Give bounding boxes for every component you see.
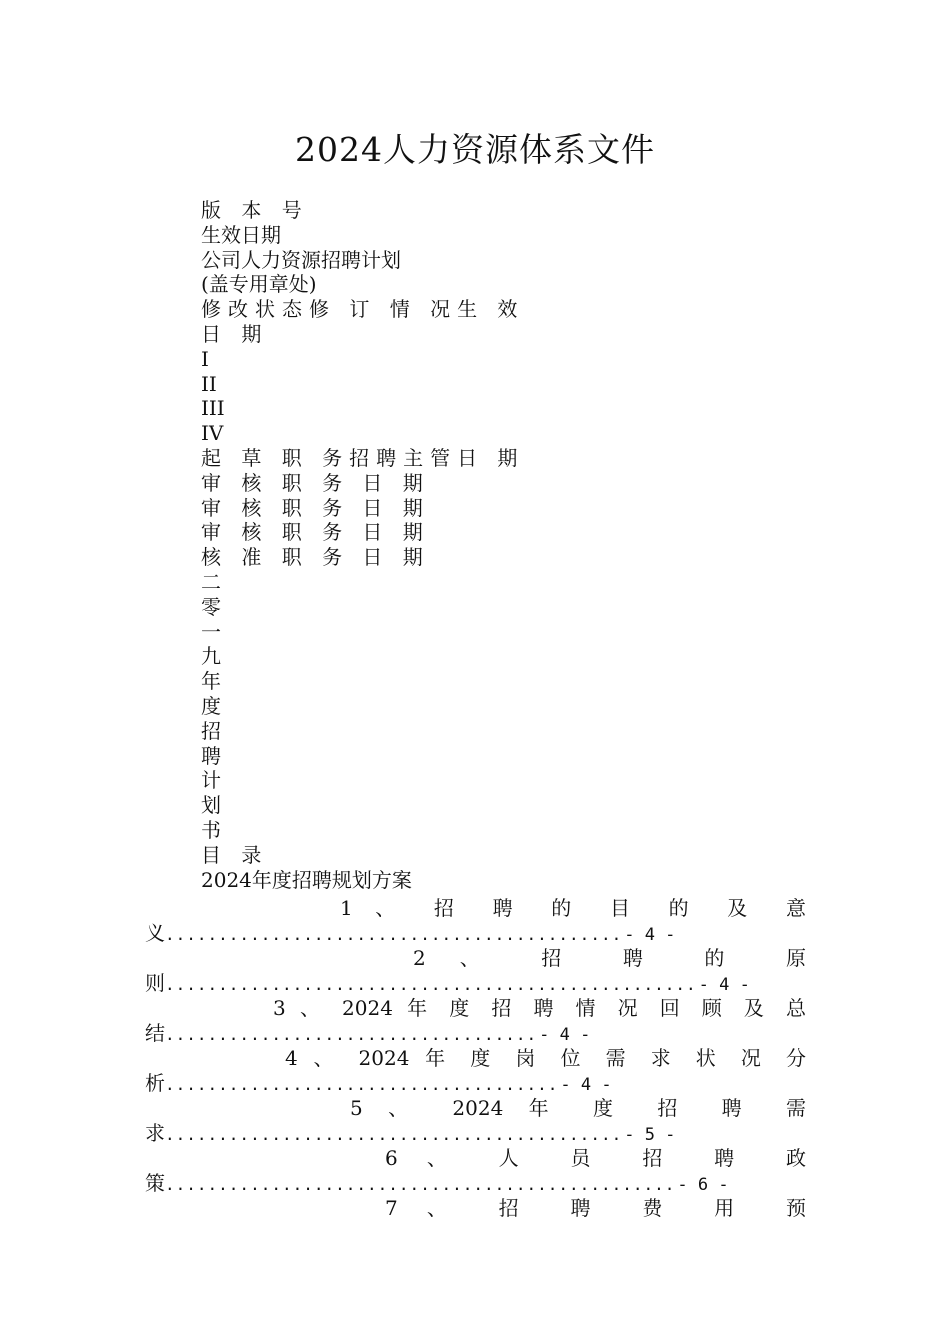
seal-note: (盖专用章处): [201, 272, 317, 297]
toc-entry-title-end: 义: [145, 921, 165, 945]
toc-entry-leader-line: [145, 971, 806, 996]
toc-page-number: - 4 -: [624, 925, 676, 945]
toc-entry-leader-line: [145, 1021, 806, 1046]
toc-entry-title-end: 策: [145, 1171, 165, 1195]
effective-date-label: 生效日期: [201, 222, 281, 247]
revision-row-1: I: [201, 346, 209, 371]
toc-dot-leader: ...........................................: [165, 925, 623, 944]
vertical-title-char: 计: [201, 768, 221, 793]
vertical-title-char: 年: [201, 669, 221, 694]
toc-page-number: - 5 -: [624, 1125, 676, 1145]
toc-entry-title-end: 结: [145, 1021, 165, 1045]
toc-dot-leader: ...........................................: [165, 1125, 623, 1144]
toc-entry[interactable]: [145, 1196, 806, 1221]
document-title: 2024人力资源体系文件: [295, 130, 655, 169]
toc-dot-leader: ...................................: [165, 1025, 538, 1044]
toc-entry-title-end: 求: [145, 1121, 165, 1145]
toc-page-number: - 4 -: [698, 975, 750, 995]
toc-entry-title: 5 、 2024 年 度 招 聘 需: [350, 1096, 806, 1120]
revision-row-3: III: [201, 396, 225, 421]
toc-entry-title: 6 、 人 员 招 聘 政: [385, 1146, 806, 1170]
reviewer-row-3: 审 核 职 务 日 期: [201, 520, 430, 545]
toc-entry-title: 2 、 招 聘 的 原: [413, 946, 806, 970]
toc-heading: 目 录: [201, 842, 269, 867]
reviewer-row-1: 审 核 职 务 日 期: [201, 470, 430, 495]
cover-info-block: [201, 198, 801, 892]
revision-row-4: IV: [201, 421, 224, 446]
vertical-title-char: 二: [201, 569, 221, 594]
toc-entry-leader-line: [145, 921, 806, 946]
toc-entry-leader-line: [145, 1171, 806, 1196]
toc-entry-title: 7 、 招 聘 费 用 预: [385, 1196, 806, 1220]
revision-row-2: II: [201, 371, 217, 396]
toc-entry[interactable]: [145, 896, 806, 946]
toc-dot-leader: .....................................: [165, 1075, 559, 1094]
toc-dot-leader: ..................................................: [165, 975, 697, 994]
toc-entry-leader-line: [145, 1071, 806, 1096]
toc-entry-title: 3 、 2024 年 度 招 聘 情 况 回 顾 及 总: [273, 996, 806, 1020]
version-label: 版 本 号: [201, 198, 309, 222]
revision-date-label: 日 期: [201, 321, 269, 346]
drafter-row: 起 草 职 务招聘主管日 期: [201, 445, 525, 470]
toc-entry-title-end: 则: [145, 971, 165, 995]
vertical-title-char: 聘: [201, 743, 221, 768]
vertical-title-char: 零: [201, 594, 221, 619]
toc-entry[interactable]: [145, 1046, 806, 1096]
vertical-title-char: 书: [201, 817, 221, 842]
plan-subtitle: 2024年度招聘规划方案: [201, 867, 412, 892]
toc-entry[interactable]: [145, 996, 806, 1046]
vertical-title-char: 度: [201, 693, 221, 718]
toc-entry[interactable]: [145, 1096, 806, 1146]
approver-row: 核 准 职 务 日 期: [201, 545, 430, 570]
toc-entry-leader-line: [145, 1121, 806, 1146]
toc-entry[interactable]: [145, 1146, 806, 1196]
toc-page-number: - 4 -: [560, 1075, 612, 1095]
toc-dot-leader: ................................................: [165, 1175, 676, 1194]
toc-entry[interactable]: [145, 946, 806, 996]
toc-entry-title: 4 、 2024 年 度 岗 位 需 求 状 况 分: [285, 1046, 806, 1070]
revision-status-header: 修改状态修 订 情 况生 效: [201, 297, 525, 322]
plan-name: 公司人力资源招聘计划: [201, 247, 401, 272]
vertical-title-char: 划: [201, 793, 221, 818]
vertical-title-char: 一: [201, 619, 221, 644]
toc-page-number: - 6 -: [677, 1175, 729, 1195]
reviewer-row-2: 审 核 职 务 日 期: [201, 495, 430, 520]
vertical-title-char: 九: [201, 644, 221, 669]
table-of-contents: [145, 896, 806, 1221]
toc-entry-title-end: 析: [145, 1071, 165, 1095]
toc-page-number: - 4 -: [539, 1025, 591, 1045]
toc-entry-title: 1 、 招 聘 的 目 的 及 意: [340, 896, 806, 920]
vertical-title-char: 招: [201, 718, 221, 743]
